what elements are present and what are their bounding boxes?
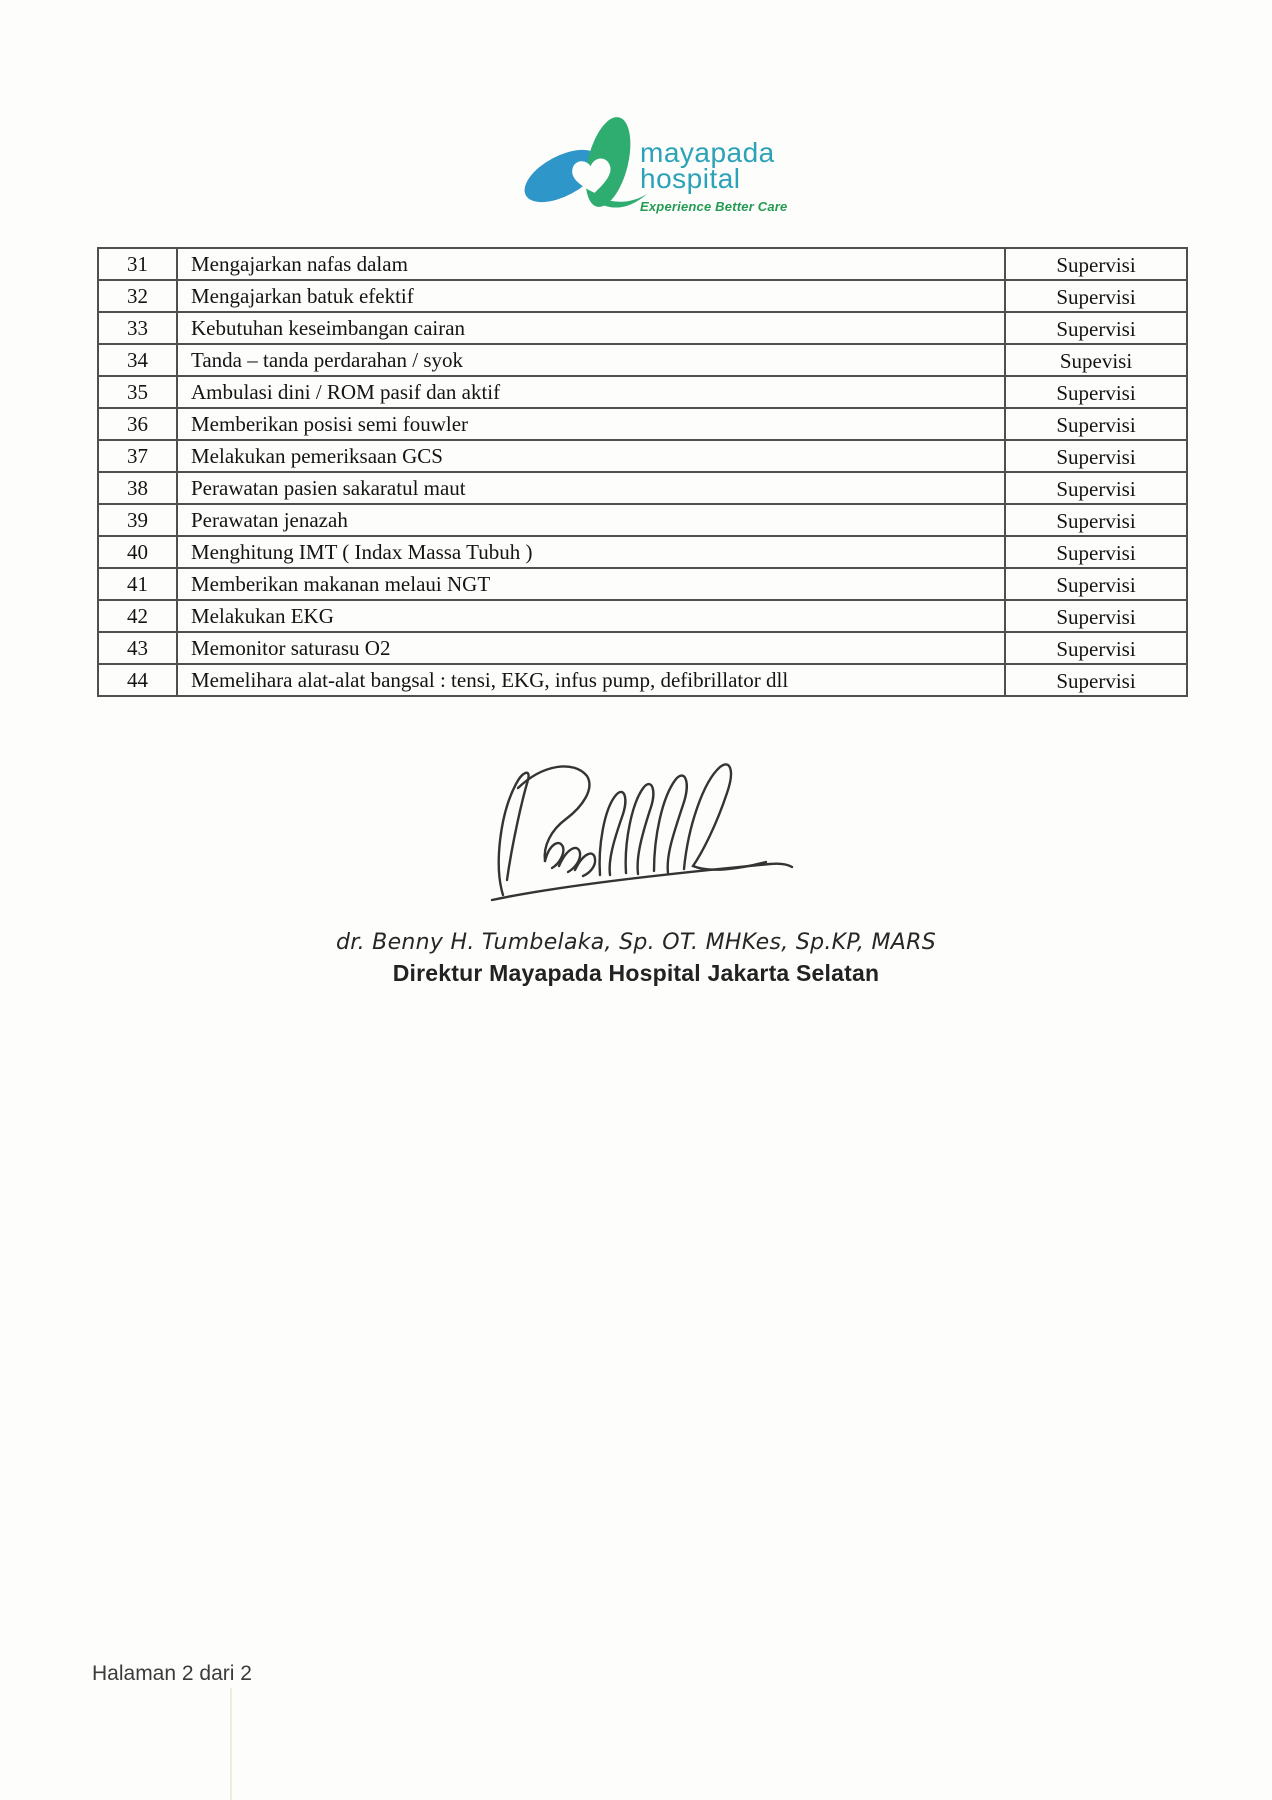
status-value: Supervisi [1005,504,1187,536]
table-row [98,568,1187,600]
row-number: 40 [98,536,177,568]
status-value: Supervisi [1005,600,1187,632]
task-description: Perawatan jenazah [177,504,1005,536]
status-value: Supervisi [1005,312,1187,344]
task-description: Memelihara alat-alat bangsal : tensi, EKG, infus pump, defibrillator dll [177,664,1005,696]
table-row [98,632,1187,664]
table-row [98,280,1187,312]
task-description: Kebutuhan keseimbangan cairan [177,312,1005,344]
status-value: Supervisi [1005,472,1187,504]
table-row [98,504,1187,536]
table-row [98,344,1187,376]
task-description: Menghitung IMT ( Indax Massa Tubuh ) [177,536,1005,568]
competency-table [97,247,1188,697]
page-number-footer: Halaman 2 dari 2 [92,1662,252,1685]
signoff-block [36,930,1236,987]
task-description: Mengajarkan batuk efektif [177,280,1005,312]
table-row [98,376,1187,408]
row-number: 39 [98,504,177,536]
task-description: Memberikan posisi semi fouwler [177,408,1005,440]
logo-name-line1: mayapada [640,137,775,168]
table-row [98,408,1187,440]
task-description: Mengajarkan nafas dalam [177,248,1005,280]
row-number: 36 [98,408,177,440]
logo-name-line2: hospital [640,163,741,194]
signature-scribble [448,748,828,908]
table-row [98,600,1187,632]
table-row [98,536,1187,568]
row-number: 33 [98,312,177,344]
status-value: Supervisi [1005,280,1187,312]
table-row [98,312,1187,344]
status-value: Supervisi [1005,408,1187,440]
table-row [98,664,1187,696]
task-description: Melakukan EKG [177,600,1005,632]
row-number: 44 [98,664,177,696]
logo-tagline: Experience Better Care [640,199,788,214]
task-description: Memberikan makanan melaui NGT [177,568,1005,600]
status-value: Supervisi [1005,664,1187,696]
signatory-name: dr. Benny H. Tumbelaka, Sp. OT. MHKes, Sp.KP, MARS [336,930,936,955]
status-value: Supervisi [1005,536,1187,568]
task-description: Tanda – tanda perdarahan / syok [177,344,1005,376]
logo-text [640,137,788,214]
task-description: Memonitor saturasu O2 [177,632,1005,664]
status-value: Supervisi [1005,248,1187,280]
status-value: Supervisi [1005,440,1187,472]
signatory-title: Direktur Mayapada Hospital Jakarta Selatan [392,960,880,986]
status-value: Supervisi [1005,376,1187,408]
row-number: 32 [98,280,177,312]
table-row [98,248,1187,280]
task-description: Perawatan pasien sakaratul maut [177,472,1005,504]
status-value: Supervisi [1005,568,1187,600]
status-value: Supervisi [1005,632,1187,664]
row-number: 43 [98,632,177,664]
row-number: 42 [98,600,177,632]
logo-mark-icon [505,102,655,217]
scan-crease-line [230,1688,232,1800]
row-number: 34 [98,344,177,376]
task-description: Melakukan pemeriksaan GCS [177,440,1005,472]
row-number: 38 [98,472,177,504]
hospital-logo [505,102,825,222]
table-row [98,472,1187,504]
status-value: Supevisi [1005,344,1187,376]
row-number: 35 [98,376,177,408]
row-number: 31 [98,248,177,280]
task-description: Ambulasi dini / ROM pasif dan aktif [177,376,1005,408]
row-number: 41 [98,568,177,600]
row-number: 37 [98,440,177,472]
table-row [98,440,1187,472]
